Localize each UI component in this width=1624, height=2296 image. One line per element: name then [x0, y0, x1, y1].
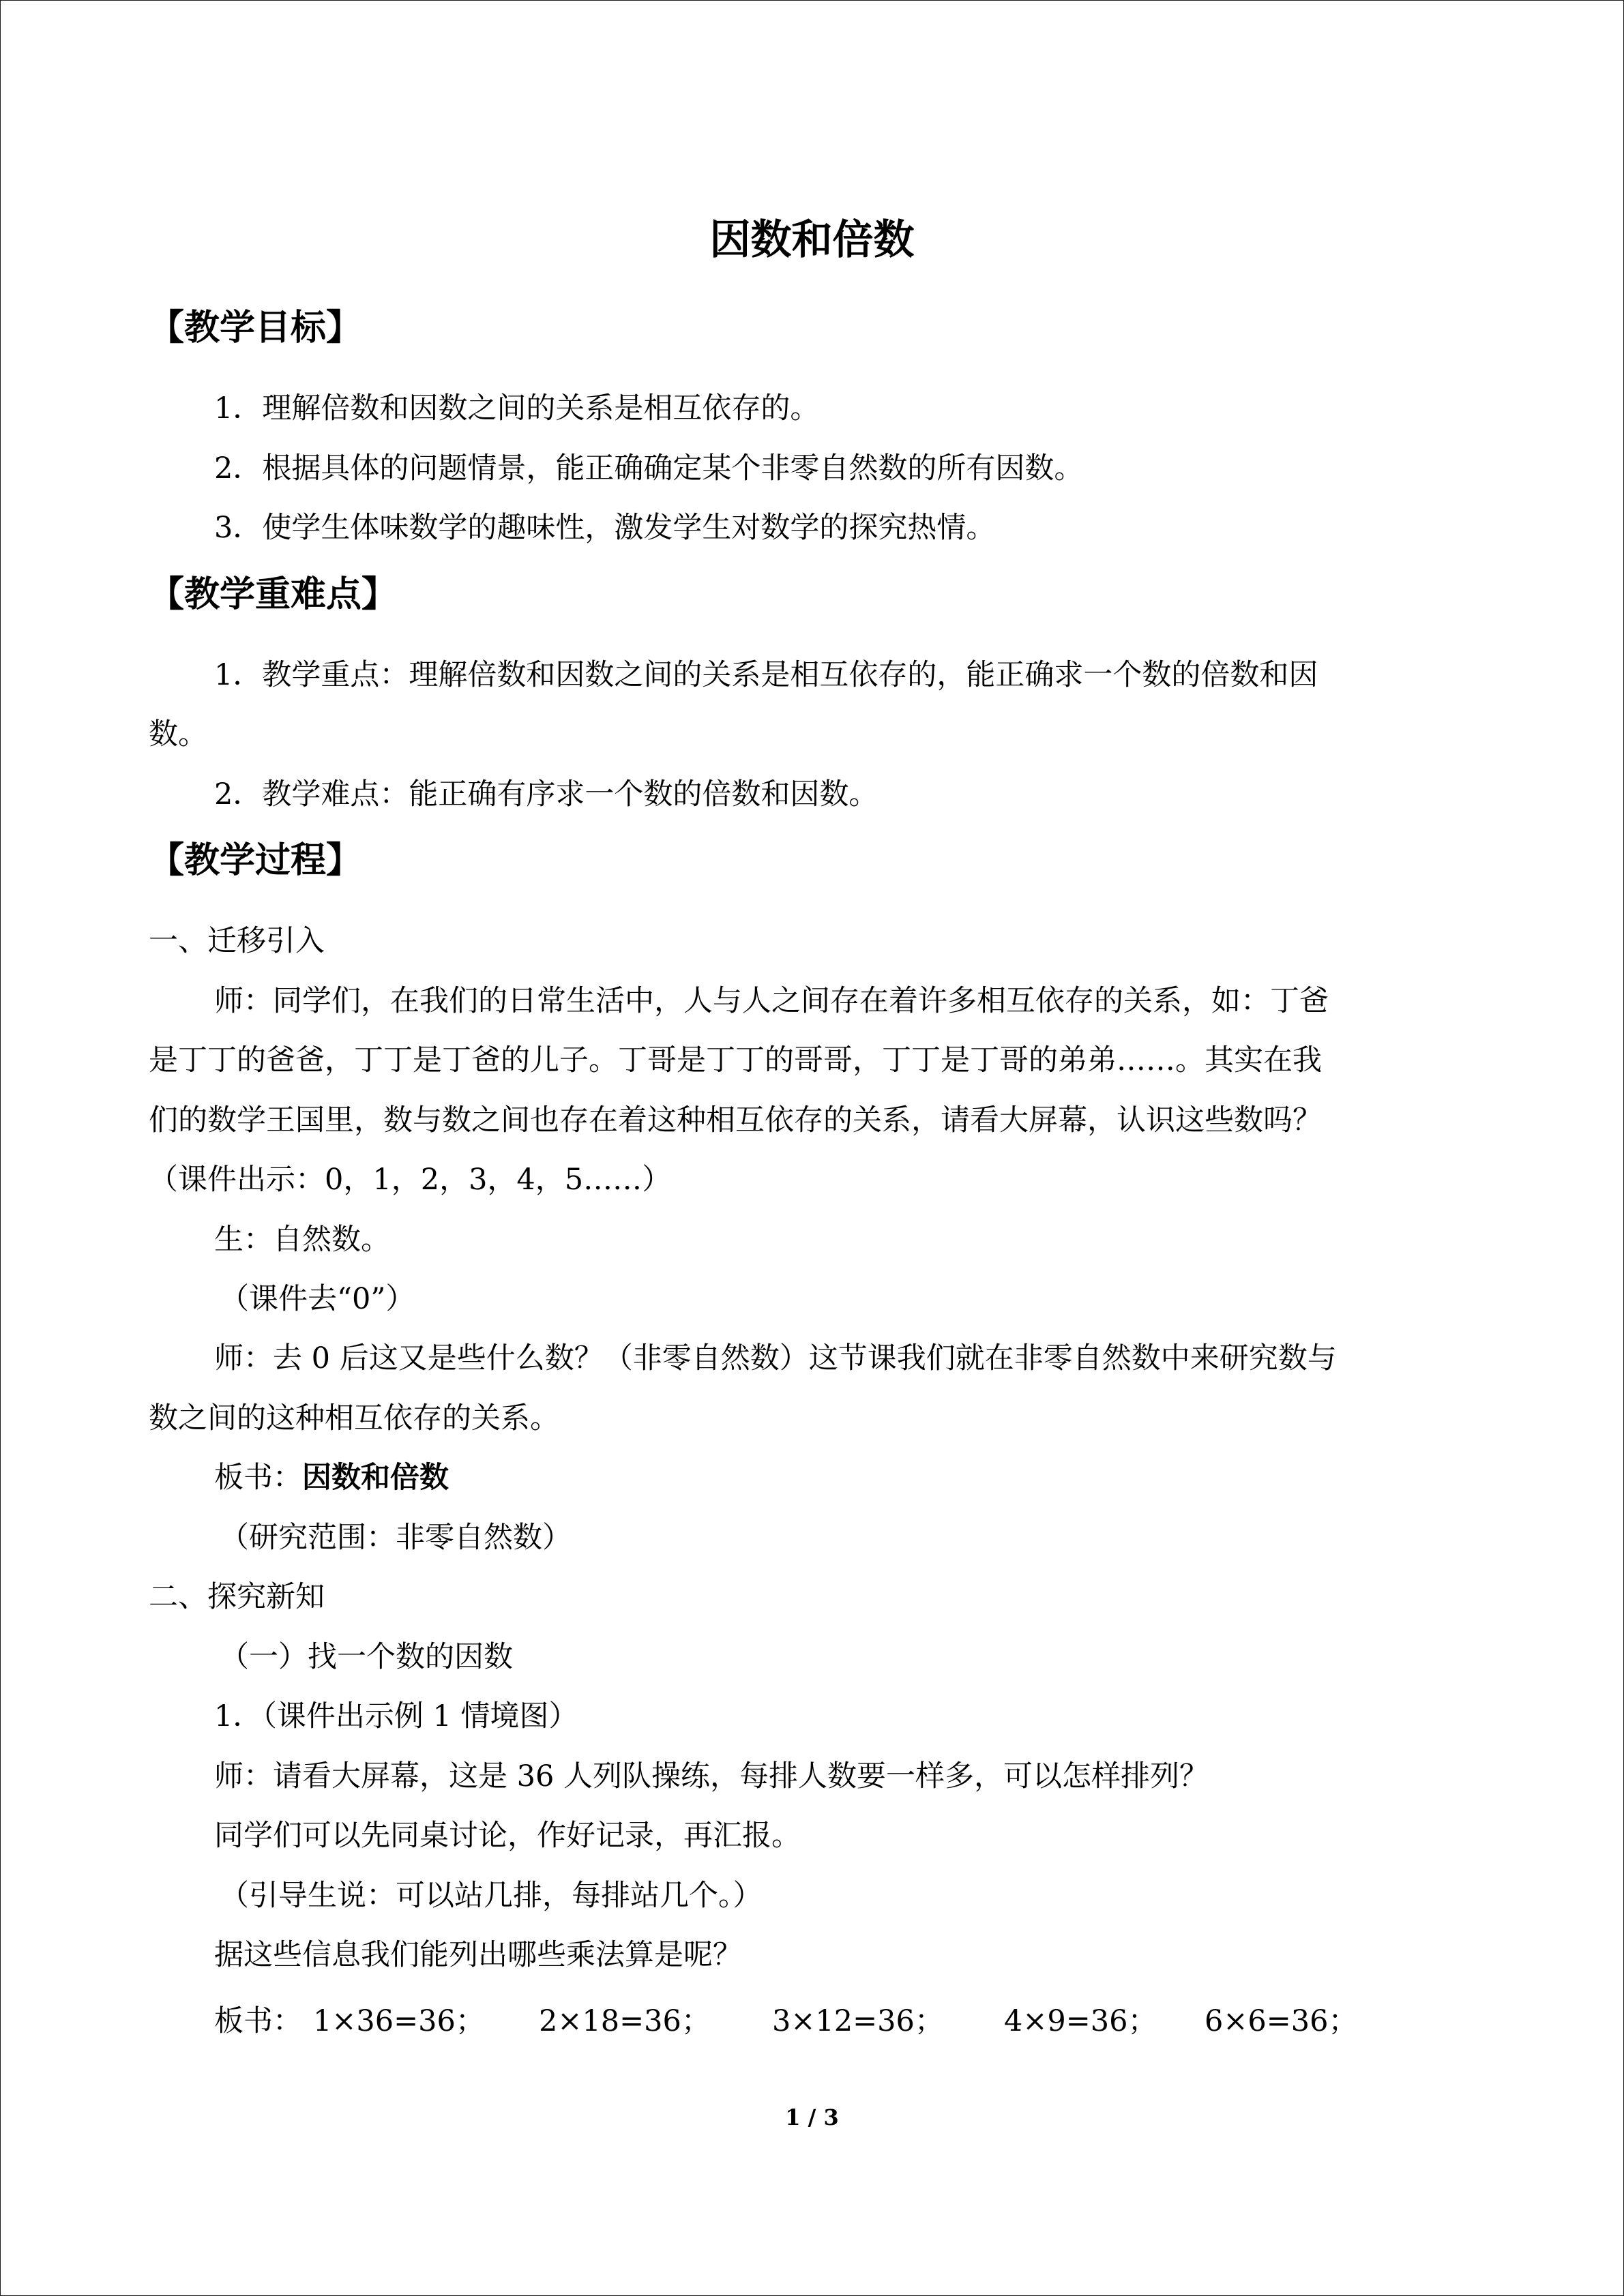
equation: 1×36=36；: [313, 2004, 485, 2038]
heading-teaching-process: 【教学过程】: [149, 839, 362, 881]
equation: 4×9=36；: [1004, 2004, 1157, 2038]
courseware-note: （课件去“0”）: [220, 1282, 415, 1316]
heading-teaching-goals: 【教学目标】: [149, 307, 362, 348]
part2-title: 二、探究新知: [149, 1580, 325, 1614]
equation: 3×12=36；: [772, 2004, 944, 2038]
subsection-title: （一）找一个数的因数: [220, 1640, 513, 1674]
paragraph-line: （课件出示：0，1，2，3，4，5……）: [149, 1163, 672, 1197]
equation: 2×18=36；: [539, 2004, 711, 2038]
page-number: 1 / 3: [785, 2104, 839, 2130]
guidance-note: （引导生说：可以站几排，每排站几个。）: [220, 1879, 763, 1913]
keypoint-item-1: 1．教学重点：理解倍数和因数之间的关系是相互依存的，能正确求一个数的倍数和因: [214, 658, 1318, 692]
teacher-question: 师：请看大屏幕，这是 36 人列队操练，每排人数要一样多，可以怎样排列？: [214, 1759, 1209, 1793]
document-title: 因数和倍数: [709, 216, 915, 264]
step-1: 1．（课件出示例 1 情境图）: [214, 1699, 578, 1733]
board-title: 因数和倍数: [302, 1461, 449, 1495]
paragraph-line: 师：去 0 后这又是些什么数？（非零自然数）这节课我们就在非零自然数中来研究数与: [214, 1341, 1337, 1375]
discussion-instruction: 同学们可以先同桌讨论，作好记录，再汇报。: [214, 1819, 801, 1853]
paragraph-line: 数之间的这种相互依存的关系。: [149, 1401, 559, 1435]
student-reply: 生：自然数。: [214, 1223, 390, 1257]
board-eq-label: 板书：: [214, 2004, 302, 2038]
goal-item-1: 1．理解倍数和因数之间的关系是相互依存的。: [214, 391, 820, 426]
board-label: 板书：: [214, 1461, 302, 1495]
keypoint-item-1-cont: 数。: [149, 717, 207, 751]
equation: 6×6=36；: [1205, 2004, 1358, 2038]
research-scope: （研究范围：非零自然数）: [220, 1521, 572, 1555]
paragraph-line: 是丁丁的爸爸，丁丁是丁爸的儿子。丁哥是丁丁的哥哥，丁丁是丁哥的弟弟……。其实在我: [149, 1043, 1322, 1077]
paragraph-line: 师：同学们，在我们的日常生活中，人与人之间存在着许多相互依存的关系，如：丁爸: [214, 984, 1329, 1018]
goal-item-3: 3．使学生体味数学的趣味性，激发学生对数学的探究热情。: [214, 511, 996, 545]
paragraph-line: 们的数学王国里，数与数之间也存在着这种相互依存的关系，请看大屏幕，认识这些数吗？: [149, 1103, 1322, 1137]
board-writing: [214, 1457, 1541, 1498]
goal-item-2: 2．根据具体的问题情景，能正确确定某个非零自然数的所有因数。: [214, 451, 1084, 486]
multiplication-question: 据这些信息我们能列出哪些乘法算是呢？: [214, 1938, 742, 1972]
keypoint-item-2: 2．教学难点：能正确有序求一个数的倍数和因数。: [214, 777, 879, 811]
part1-title: 一、迁移引入: [149, 924, 325, 958]
heading-key-difficult-points: 【教学重难点】: [149, 573, 398, 615]
